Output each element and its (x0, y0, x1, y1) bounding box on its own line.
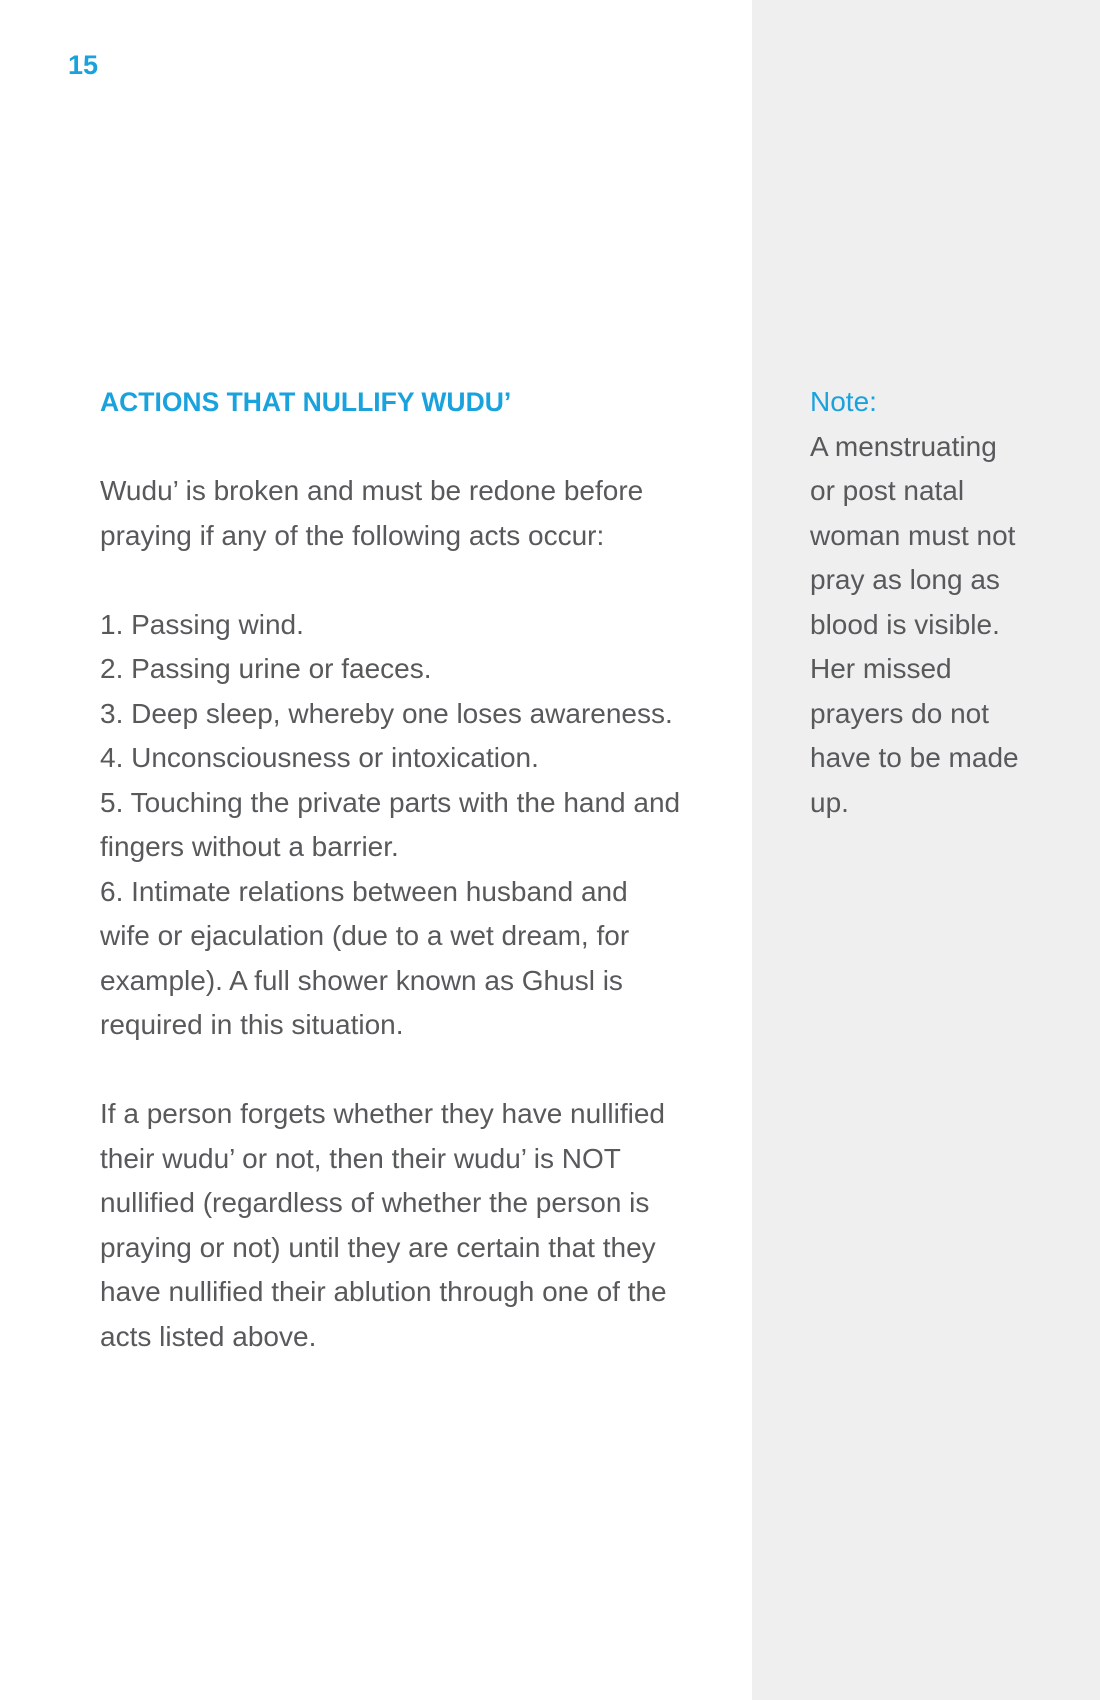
closing-line: If a person forgets whether they have nullified (100, 1098, 666, 1129)
intro-paragraph (100, 469, 720, 558)
side-note (810, 380, 1060, 825)
closing-line: acts listed above. (100, 1320, 317, 1352)
page-number: 15 (68, 50, 99, 80)
nullifiers-list (100, 603, 720, 1048)
note-line: prayers do not (810, 697, 989, 729)
note-line: pray as long as (810, 564, 1000, 595)
main-content (100, 380, 720, 1359)
list-line: 6. Intimate relations between husband and (100, 875, 628, 907)
note-line: A menstruating (810, 430, 997, 462)
closing-line: nullified (regardless of whether the person is (100, 1187, 650, 1218)
closing-line: their wudu’ or not, then their wudu’ is NOT (100, 1142, 621, 1174)
closing-line: have nullified their ablution through one of the (100, 1276, 667, 1307)
list-line: 2. Passing urine or faeces. (100, 653, 432, 684)
closing-paragraph (100, 1092, 720, 1359)
list-line: fingers without a barrier. (100, 831, 399, 862)
list-line: required in this situation. (100, 1009, 404, 1040)
note-line: or post natal (810, 475, 965, 506)
list-line: 3. Deep sleep, whereby one loses awareness. (100, 697, 673, 729)
note-line: blood is visible. (810, 608, 1000, 640)
list-line: wife or ejaculation (due to a wet dream, for (100, 920, 630, 951)
note-label: Note: (810, 386, 877, 417)
closing-line: praying or not) until they are certain that they (100, 1231, 656, 1263)
note-line: woman must not (810, 519, 1016, 551)
list-line: 5. Touching the private parts with the hand and (100, 786, 681, 818)
list-line: 4. Unconsciousness or intoxication. (100, 742, 539, 773)
spacer (100, 558, 720, 603)
intro-line: Wudu’ is broken and must be redone before (100, 475, 644, 506)
sidebar-panel (752, 0, 1100, 1700)
list-line: example). A full shower known as Ghusl is (100, 964, 623, 996)
note-line: Her missed (810, 653, 952, 684)
note-line: have to be made (810, 742, 1019, 773)
section-heading: ACTIONS THAT NULLIFY WUDU’ (100, 387, 512, 417)
spacer (100, 1048, 720, 1093)
list-line: 1. Passing wind. (100, 608, 304, 640)
note-line: up. (810, 786, 849, 818)
intro-line: praying if any of the following acts occur: (100, 519, 605, 551)
